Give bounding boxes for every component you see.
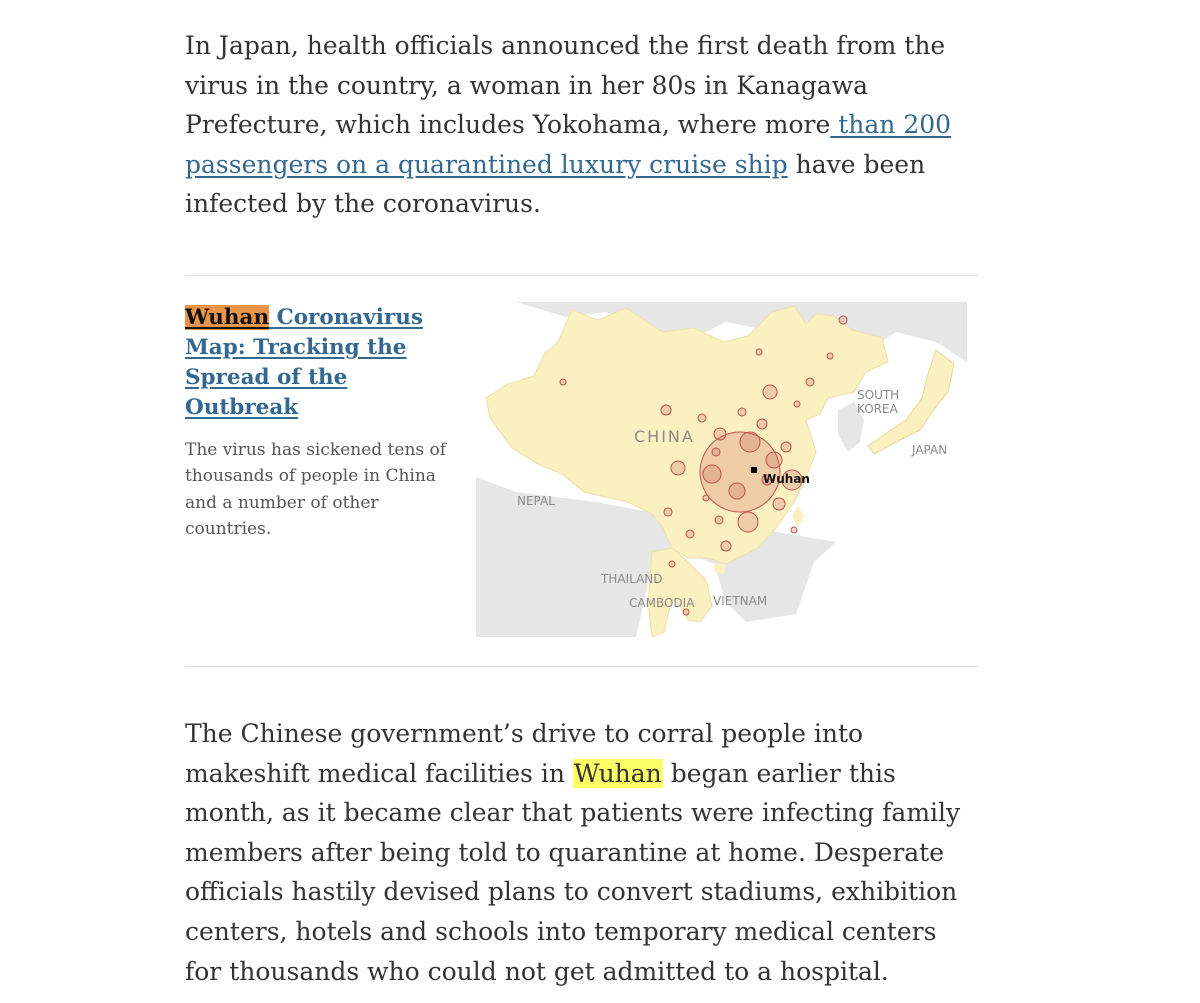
case-circle xyxy=(729,483,745,499)
case-circle xyxy=(766,452,782,468)
case-circle xyxy=(738,408,746,416)
map-svg xyxy=(476,302,967,637)
case-circle xyxy=(756,349,762,355)
divider-top xyxy=(185,275,978,276)
map-label-wuhan: Wuhan xyxy=(763,472,810,486)
paragraph-text: began earlier this month, as it became clear that patients were infecting family members after being told to quarantine at home. Desperate officials hastily devised plans to convert stadiums, exhibition centers, hotels and schools into temporary medical centers for thousands who could not get admitted to a hospital. xyxy=(185,758,961,986)
divider-bottom xyxy=(185,666,978,667)
map-label-japan: JAPAN xyxy=(912,443,948,457)
map-label-south-korea: SOUTH xyxy=(857,388,900,402)
case-circle xyxy=(686,530,694,538)
map-label-thailand: THAILAND xyxy=(601,572,663,586)
paragraph-text: The Chinese government’s drive to corral people into makeshift medical facilities in xyxy=(185,719,864,788)
case-circle xyxy=(740,432,760,452)
paragraph-text: have been infected by the coronavirus. xyxy=(185,149,926,219)
case-circle xyxy=(773,498,785,510)
article-paragraph-wuhan xyxy=(185,714,975,991)
map-label-nepal: NEPAL xyxy=(517,494,555,508)
promo-headline-text: Coronavirus Map: Tracking the Spread of the Outbreak xyxy=(185,305,424,420)
map-label-vietnam: VIETNAM xyxy=(713,594,768,608)
case-circle xyxy=(781,442,791,452)
case-circle xyxy=(738,512,758,532)
map-label-cambodia: CAMBODIA xyxy=(629,596,695,610)
case-circle xyxy=(664,508,672,516)
paragraph-text: In Japan, health officials announced the first death from the virus in the country, a woman in her 80s in Kanagawa Prefecture, which includes Yokohama, where more xyxy=(185,31,946,140)
cruise-ship-link[interactable]: than 200 passengers on a quarantined luxury cruise ship xyxy=(185,110,952,179)
case-circle xyxy=(763,385,777,399)
case-circle xyxy=(794,401,800,407)
case-circle xyxy=(721,541,731,551)
related-article-promo[interactable] xyxy=(185,303,463,542)
promo-summary: The virus has sickened tens of thousands of people in China and a number of other countries. xyxy=(185,440,447,539)
case-circle xyxy=(703,495,709,501)
case-circle xyxy=(669,561,675,567)
case-circle xyxy=(827,353,833,359)
case-circle xyxy=(671,461,685,475)
wuhan-marker xyxy=(751,467,757,473)
case-circle xyxy=(661,405,671,415)
case-circle xyxy=(791,527,797,533)
article-paragraph-japan xyxy=(185,26,985,224)
case-circle xyxy=(712,448,720,456)
promo-headline-link[interactable] xyxy=(185,305,423,420)
case-circle xyxy=(839,316,847,324)
case-circle xyxy=(698,414,706,422)
case-circle xyxy=(715,516,723,524)
map-label-china: CHINA xyxy=(634,427,695,446)
case-circle xyxy=(714,428,726,440)
case-circle xyxy=(757,419,767,429)
case-circle xyxy=(806,378,814,386)
search-highlight: Wuhan xyxy=(573,758,662,788)
map-label-south-korea: KOREA xyxy=(857,402,898,416)
coronavirus-map-thumbnail[interactable] xyxy=(476,302,967,637)
promo-headline[interactable] xyxy=(185,303,463,423)
case-circle xyxy=(703,465,721,483)
case-circle xyxy=(560,379,566,385)
search-highlight-current: Wuhan xyxy=(185,305,270,330)
